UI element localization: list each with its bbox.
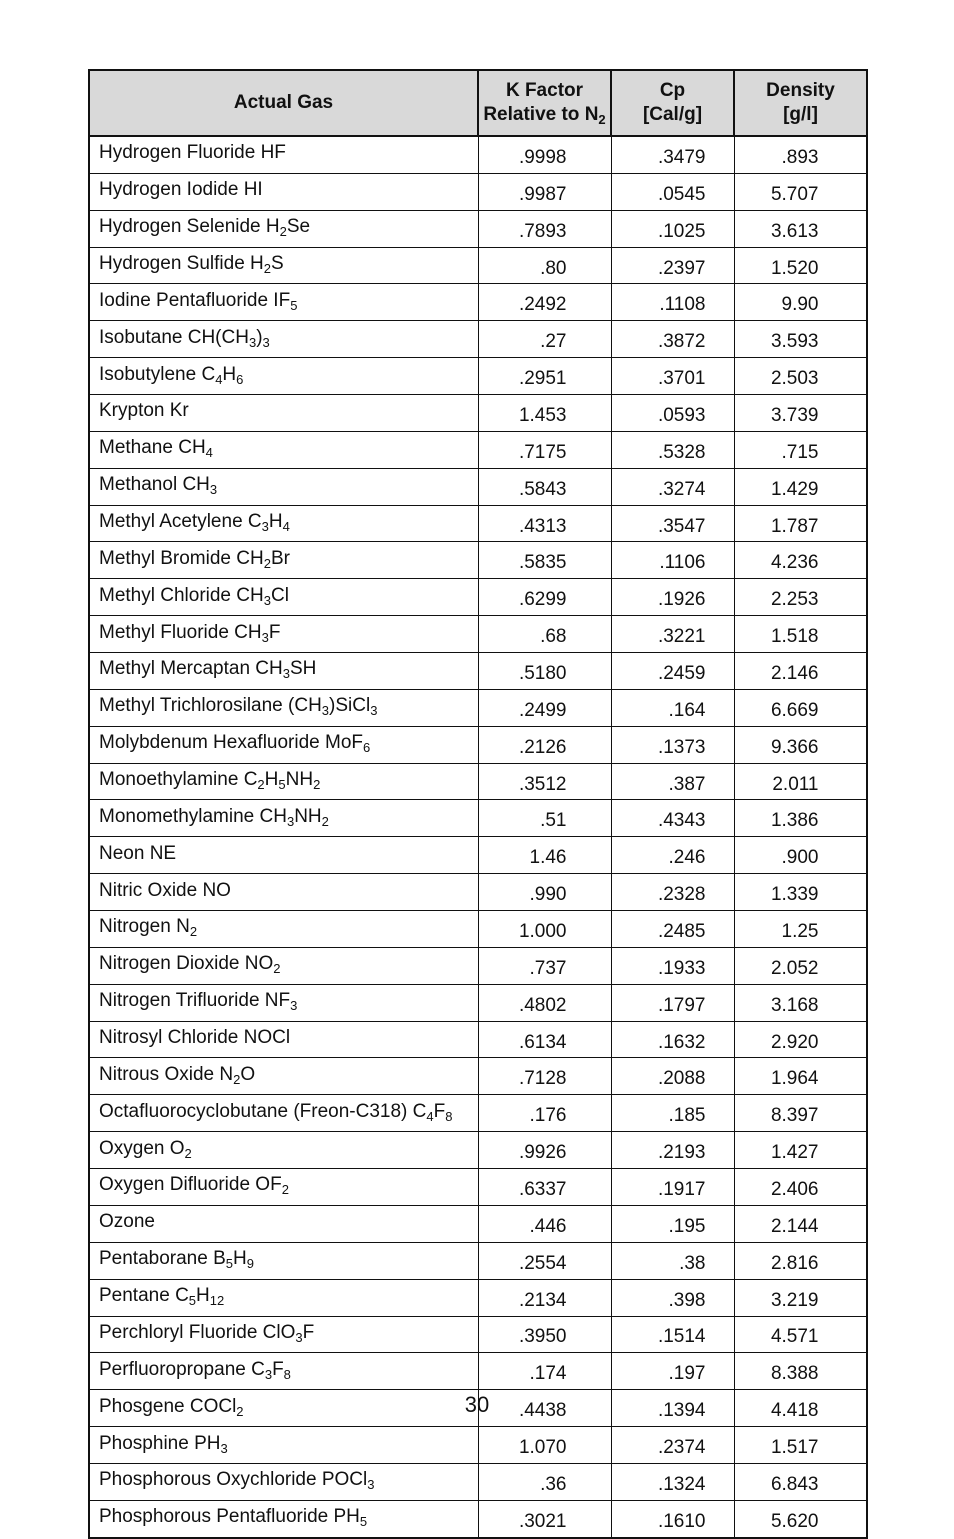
gas-name-cell: Nitrogen Dioxide $NO_2$ (89, 947, 478, 984)
table-row (89, 874, 867, 911)
density-cell: 2.146 (734, 653, 867, 690)
density-cell: .900 (734, 837, 867, 874)
k-factor-cell: .6299 (478, 579, 611, 616)
density-cell: 3.219 (734, 1279, 867, 1316)
density-cell: 2.920 (734, 1021, 867, 1058)
k-factor-cell: .6337 (478, 1169, 611, 1206)
cp-cell: .1797 (611, 984, 734, 1021)
table-row (89, 358, 867, 395)
density-cell: .715 (734, 431, 867, 468)
cp-cell: .1394 (611, 1390, 734, 1427)
table-row (89, 653, 867, 690)
cp-cell: .3547 (611, 505, 734, 542)
gas-name-cell: Pentaborane $B_5H_9$ (89, 1242, 478, 1279)
k-factor-cell: .174 (478, 1353, 611, 1390)
k-factor-cell: .2499 (478, 689, 611, 726)
table-row (89, 726, 867, 763)
table-row (89, 1132, 867, 1169)
k-factor-cell: .80 (478, 247, 611, 284)
cp-cell: .1514 (611, 1316, 734, 1353)
density-cell: 2.406 (734, 1169, 867, 1206)
table-row (89, 1427, 867, 1464)
k-factor-cell: .4313 (478, 505, 611, 542)
cp-cell: .164 (611, 689, 734, 726)
k-factor-cell: .4438 (478, 1390, 611, 1427)
table-row (89, 321, 867, 358)
k-factor-cell: .176 (478, 1095, 611, 1132)
k-factor-cell: 1.000 (478, 911, 611, 948)
density-cell: 1.518 (734, 616, 867, 653)
density-cell: 2.144 (734, 1205, 867, 1242)
density-cell: 1.520 (734, 247, 867, 284)
gas-name-cell: Methane $CH_4$ (89, 431, 478, 468)
table-row (89, 1095, 867, 1132)
k-factor-cell: .2134 (478, 1279, 611, 1316)
density-cell: 1.429 (734, 468, 867, 505)
gas-name-cell: Perfluoropropane $C_3F_8$ (89, 1353, 478, 1390)
gas-name-cell: Phosphine $PH_3$ (89, 1427, 478, 1464)
gas-name-cell: Oxygen Difluoride $OF_2$ (89, 1169, 478, 1206)
density-cell: 1.964 (734, 1058, 867, 1095)
gas-name-cell: Methyl Acetylene $C_3H_4$ (89, 505, 478, 542)
gas-name-cell: Octafluorocyclobutane (Freon-C318) $C_4F_8$ (89, 1095, 478, 1132)
gas-name-cell: Monoethylamine $C_2H_5NH_2$ (89, 763, 478, 800)
cp-cell: .2088 (611, 1058, 734, 1095)
table-row (89, 1169, 867, 1206)
k-factor-cell: .68 (478, 616, 611, 653)
gas-name-cell: Phosgene COCl$_2$ (89, 1390, 478, 1427)
cp-cell: .195 (611, 1205, 734, 1242)
k-factor-cell: .27 (478, 321, 611, 358)
k-factor-cell: .3512 (478, 763, 611, 800)
density-cell: 3.168 (734, 984, 867, 1021)
cp-cell: .1324 (611, 1463, 734, 1500)
cp-cell: .4343 (611, 800, 734, 837)
table-row (89, 984, 867, 1021)
k-factor-cell: .3950 (478, 1316, 611, 1353)
cp-cell: .2374 (611, 1427, 734, 1464)
cp-cell: .2459 (611, 653, 734, 690)
table-row (89, 1242, 867, 1279)
k-factor-cell: .2554 (478, 1242, 611, 1279)
gas-name-cell: Nitrogen Trifluoride $NF_3$ (89, 984, 478, 1021)
table-row (89, 1205, 867, 1242)
table-row (89, 689, 867, 726)
cp-cell: .3479 (611, 136, 734, 173)
density-cell: 1.386 (734, 800, 867, 837)
density-cell: 8.397 (734, 1095, 867, 1132)
k-factor-cell: .446 (478, 1205, 611, 1242)
gas-name-cell: Nitrosyl Chloride NOCl (89, 1021, 478, 1058)
density-cell: 2.816 (734, 1242, 867, 1279)
cp-cell: .2397 (611, 247, 734, 284)
cp-cell: .1025 (611, 210, 734, 247)
table-row (89, 1316, 867, 1353)
k-factor-cell: .737 (478, 947, 611, 984)
density-cell: 3.593 (734, 321, 867, 358)
cp-cell: .1108 (611, 284, 734, 321)
density-cell: 4.236 (734, 542, 867, 579)
table-row (89, 911, 867, 948)
page-number: 30 (464, 1392, 490, 1417)
density-cell: 1.427 (734, 1132, 867, 1169)
density-cell: 1.25 (734, 911, 867, 948)
density-cell: 6.843 (734, 1463, 867, 1500)
gas-name-cell: Nitrogen $N_2$ (89, 911, 478, 948)
gas-name-cell: Hydrogen Selenide $H_2Se$ (89, 210, 478, 247)
density-cell: 8.388 (734, 1353, 867, 1390)
gas-name-cell: Methanol $CH_3$ (89, 468, 478, 505)
table-row (89, 247, 867, 284)
cp-cell: .0545 (611, 173, 734, 210)
gas-name-cell: Methyl Bromide $CH_2Br$ (89, 542, 478, 579)
cp-cell: .1933 (611, 947, 734, 984)
density-cell: 1.517 (734, 1427, 867, 1464)
cp-cell: .1373 (611, 726, 734, 763)
table-row (89, 136, 867, 173)
k-factor-cell: .7128 (478, 1058, 611, 1095)
gas-name-cell: Phosphorous Oxychloride POCl$_3$ (89, 1463, 478, 1500)
k-factor-cell: .7893 (478, 210, 611, 247)
k-factor-cell: .3021 (478, 1500, 611, 1537)
table-row (89, 800, 867, 837)
k-factor-cell: .5180 (478, 653, 611, 690)
table-row (89, 1463, 867, 1500)
table-row (89, 431, 867, 468)
table-row (89, 837, 867, 874)
gas-name-cell: Hydrogen Iodide HI (89, 173, 478, 210)
cp-cell: .3872 (611, 321, 734, 358)
table-row (89, 284, 867, 321)
density-cell: 3.739 (734, 395, 867, 432)
density-cell: 2.011 (734, 763, 867, 800)
cp-cell: .0593 (611, 395, 734, 432)
table-row (89, 210, 867, 247)
k-factor-cell: .51 (478, 800, 611, 837)
cp-cell: .38 (611, 1242, 734, 1279)
density-cell: 9.90 (734, 284, 867, 321)
cp-cell: .1610 (611, 1500, 734, 1537)
k-factor-cell: 1.46 (478, 837, 611, 874)
table-row (89, 1500, 867, 1537)
cp-cell: .1632 (611, 1021, 734, 1058)
gas-name-cell: Molybdenum Hexafluoride MoF$_6$ (89, 726, 478, 763)
cp-cell: .387 (611, 763, 734, 800)
k-factor-cell: .2492 (478, 284, 611, 321)
density-cell: .893 (734, 136, 867, 173)
table-row (89, 1058, 867, 1095)
density-header: Density [g/l] (734, 70, 867, 136)
k-factor-cell: .36 (478, 1463, 611, 1500)
table-body (89, 136, 867, 1538)
cp-cell: .3221 (611, 616, 734, 653)
gas-name-cell: Methyl Chloride $CH_3Cl$ (89, 579, 478, 616)
gas-name-cell: Perchloryl Fluoride ClO$_3$F (89, 1316, 478, 1353)
table-row (89, 505, 867, 542)
density-cell: 9.366 (734, 726, 867, 763)
table-row (89, 1353, 867, 1390)
k-factor-cell: .2951 (478, 358, 611, 395)
k-factor-cell: .5835 (478, 542, 611, 579)
header-row (89, 70, 867, 136)
density-cell: 4.571 (734, 1316, 867, 1353)
density-cell: 2.253 (734, 579, 867, 616)
density-cell: 2.503 (734, 358, 867, 395)
gas-name-cell: Oxygen $O_2$ (89, 1132, 478, 1169)
table-row (89, 1021, 867, 1058)
density-cell: 5.620 (734, 1500, 867, 1537)
table-row (89, 947, 867, 984)
cp-cell: .398 (611, 1279, 734, 1316)
k-factor-cell: .4802 (478, 984, 611, 1021)
k-factor-cell: .9998 (478, 136, 611, 173)
density-cell: 1.339 (734, 874, 867, 911)
cp-cell: .185 (611, 1095, 734, 1132)
density-cell: 5.707 (734, 173, 867, 210)
cp-cell: .3701 (611, 358, 734, 395)
gas-name-cell: Ozone (89, 1205, 478, 1242)
table-row (89, 763, 867, 800)
gas-name-cell: Iodine Pentafluoride $IF_5$ (89, 284, 478, 321)
k-factor-header: K Factor Relative to $N_2$ (478, 70, 611, 136)
density-cell: 1.787 (734, 505, 867, 542)
k-factor-cell: .9926 (478, 1132, 611, 1169)
cp-cell: .1926 (611, 579, 734, 616)
gas-name-cell: Nitrous Oxide $N_2O$ (89, 1058, 478, 1095)
k-factor-cell: .6134 (478, 1021, 611, 1058)
table-row (89, 173, 867, 210)
gas-name-cell: Hydrogen Fluoride HF (89, 136, 478, 173)
density-cell: 4.418 (734, 1390, 867, 1427)
density-cell: 2.052 (734, 947, 867, 984)
gas-factor-table (88, 69, 868, 1539)
gas-name-cell: Isobutylene $C_4H_6$ (89, 358, 478, 395)
cp-cell: .2328 (611, 874, 734, 911)
table-row (89, 468, 867, 505)
k-factor-cell: .5843 (478, 468, 611, 505)
gas-name-cell: Methyl Mercaptan $CH_3SH$ (89, 653, 478, 690)
gas-name-cell: Monomethylamine $CH_3NH_2$ (89, 800, 478, 837)
gas-name-cell: Neon NE (89, 837, 478, 874)
gas-name-cell: Nitric Oxide NO (89, 874, 478, 911)
cp-cell: .197 (611, 1353, 734, 1390)
gas-name-cell: Pentane $C_5H_{12}$ (89, 1279, 478, 1316)
cp-cell: .2485 (611, 911, 734, 948)
cp-cell: .2193 (611, 1132, 734, 1169)
actual-gas-header: Actual Gas (89, 70, 478, 136)
k-factor-cell: 1.070 (478, 1427, 611, 1464)
gas-name-cell: Methyl Trichlorosilane $(CH_3)SiCl_3$ (89, 689, 478, 726)
k-factor-cell: .2126 (478, 726, 611, 763)
k-factor-cell: .7175 (478, 431, 611, 468)
density-cell: 3.613 (734, 210, 867, 247)
cp-cell: .3274 (611, 468, 734, 505)
density-cell: 6.669 (734, 689, 867, 726)
k-factor-cell: 1.453 (478, 395, 611, 432)
table-row (89, 1279, 867, 1316)
cp-header: Cp [Cal/g] (611, 70, 734, 136)
cp-cell: .1106 (611, 542, 734, 579)
table-row (89, 542, 867, 579)
gas-name-cell: Hydrogen Sulfide $H_2S$ (89, 247, 478, 284)
gas-name-cell: Isobutane $CH(CH_3)_3$ (89, 321, 478, 358)
table-row (89, 395, 867, 432)
cp-cell: .246 (611, 837, 734, 874)
gas-name-cell: Methyl Fluoride $CH_3F$ (89, 616, 478, 653)
cp-cell: .5328 (611, 431, 734, 468)
gas-name-cell: Phosphorous Pentafluoride $PH_5$ (89, 1500, 478, 1537)
k-factor-cell: .990 (478, 874, 611, 911)
table-row (89, 579, 867, 616)
gas-name-cell: Krypton Kr (89, 395, 478, 432)
table-row (89, 616, 867, 653)
cp-cell: .1917 (611, 1169, 734, 1206)
k-factor-cell: .9987 (478, 173, 611, 210)
